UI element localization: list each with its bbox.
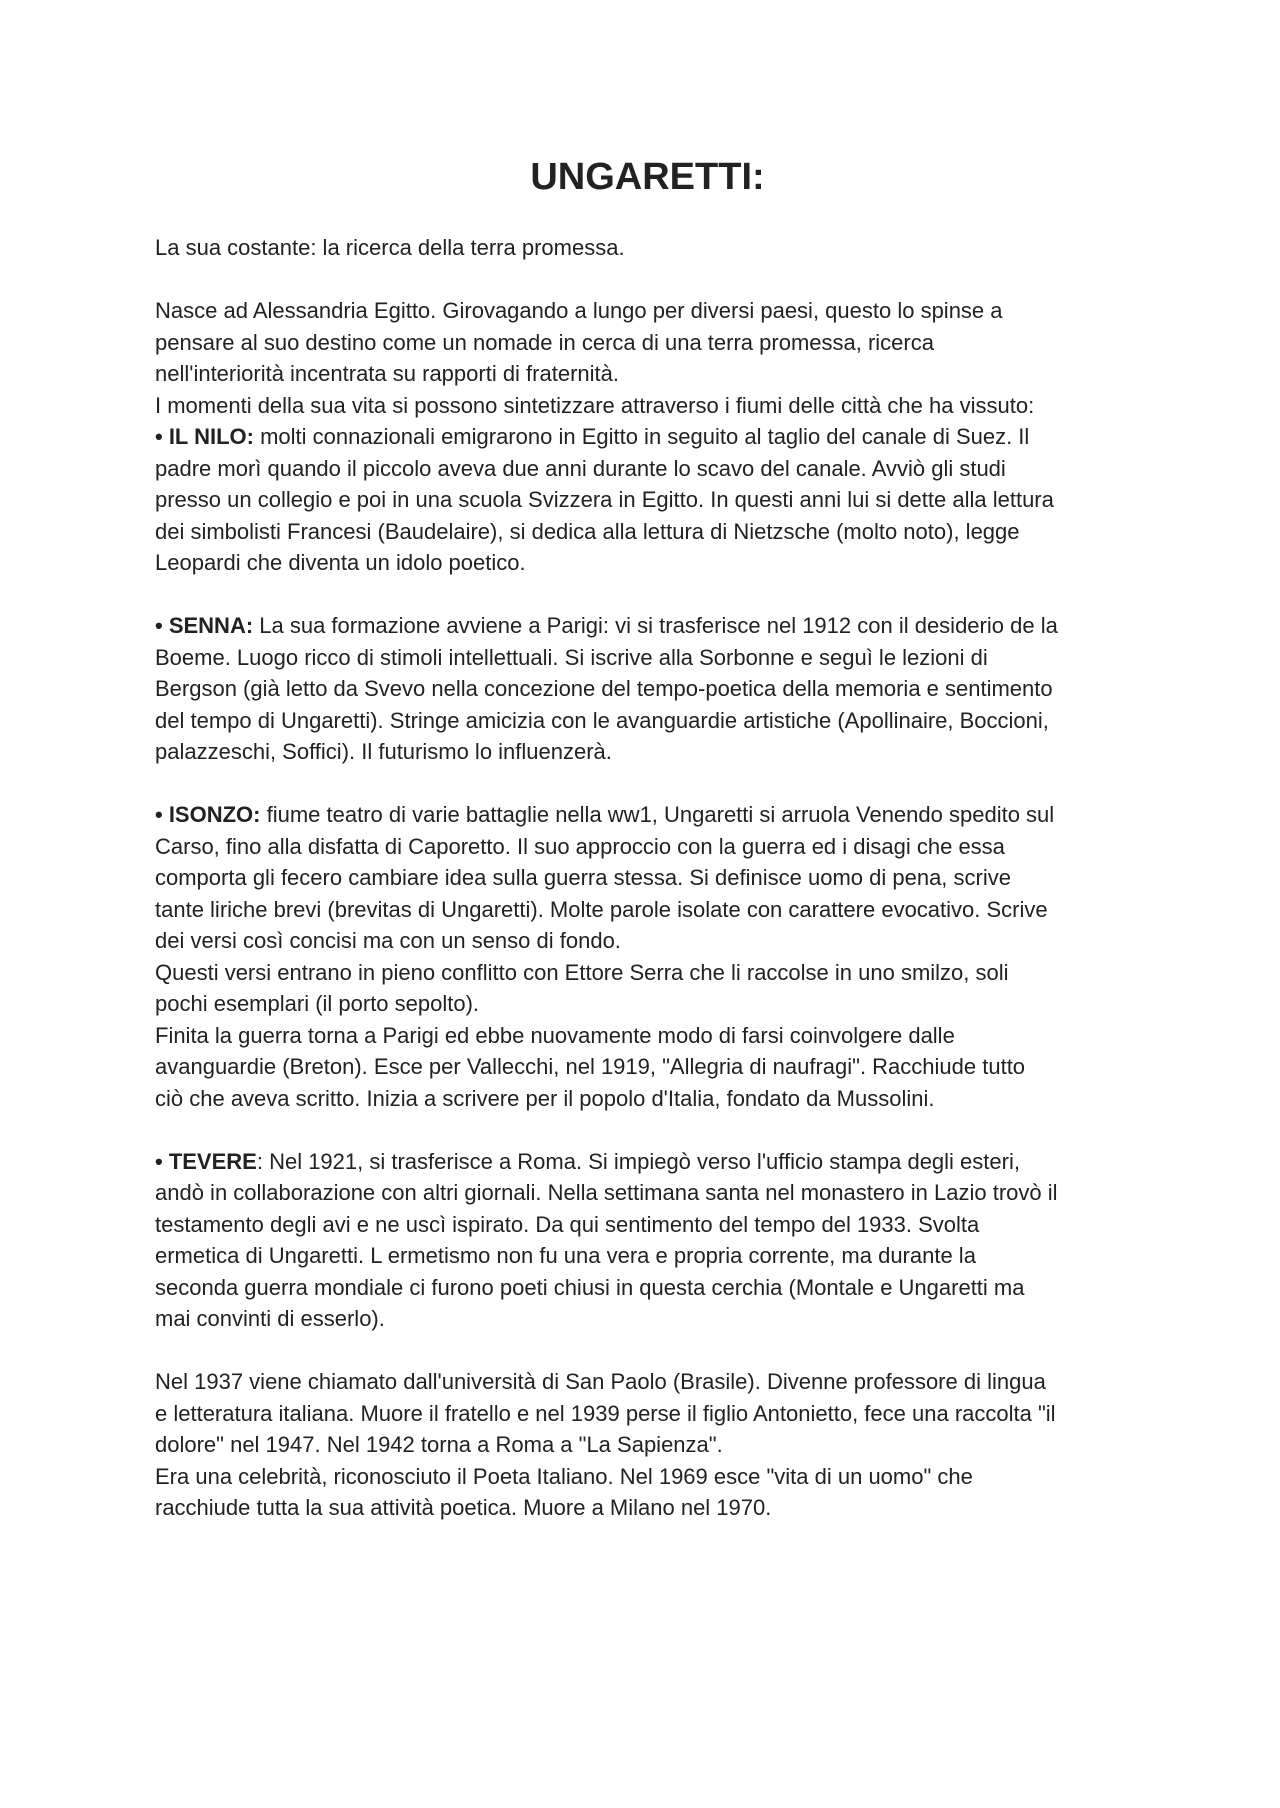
paragraph-gap: [155, 1335, 1140, 1367]
text-line: Era una celebrità, riconosciuto il Poeta Italiano. Nel 1969 esce "vita di un uomo" che: [155, 1463, 973, 1489]
text-line: mai convinti di esserlo).: [155, 1306, 385, 1331]
text-line: e letteratura italiana. Muore il fratello e nel 1939 perse il figlio Antonietto, fece una raccolta "il: [155, 1400, 1056, 1426]
text-line: tante liriche brevi (brevitas di Ungaretti). Molte parole isolate con carattere evocativo. Scrive: [155, 896, 1048, 922]
text-line: testamento degli avi e ne uscì ispirato. Da qui sentimento del tempo del 1933. Svolta: [155, 1211, 980, 1237]
section-senna: [155, 610, 1140, 768]
intro-line: La sua costante: la ricerca della terra promessa.: [155, 235, 625, 260]
section-isonzo: [155, 799, 1140, 1114]
section-label: • SENNA:: [155, 613, 254, 638]
text-line: padre morì quando il piccolo aveva due anni durante lo scavo del canale. Avviò gli studi: [155, 455, 1006, 481]
section-text: La sua formazione avviene a Parigi: vi si trasferisce nel 1912 con il desiderio de la: [253, 613, 1058, 638]
paragraph-gap: [155, 768, 1140, 800]
text-line: Carso, fino alla disfatta di Caporetto. Il suo approccio con la guerra ed i disagi che essa: [155, 833, 1005, 859]
document-page: [155, 150, 1140, 1524]
text-line: pochi esemplari (il porto sepolto).: [155, 991, 480, 1016]
section-tevere: [155, 1146, 1140, 1335]
text-line: Boeme. Luogo ricco di stimoli intellettuali. Si iscrive alla Sorbonne e seguì le lezioni di: [155, 644, 988, 670]
text-line: ciò che aveva scritto. Inizia a scrivere per il popolo d'Italia, fondato da Mussolini.: [155, 1085, 935, 1111]
section-label: • TEVERE: [155, 1148, 257, 1174]
section-first-line: [155, 421, 1140, 453]
text-line: Finita la guerra torna a Parigi ed ebbe nuovamente modo di farsi coinvolgere dalle: [155, 1022, 955, 1048]
text-line: avanguardie (Breton). Esce per Vallecchi, nel 1919, "Allegria di naufragi". Racchiude tutto: [155, 1054, 1026, 1079]
text-line: del tempo di Ungaretti). Stringe amicizia con le avanguardie artistiche (Apollinaire, Boccioni,: [155, 707, 1049, 733]
page-title: UNGARETTI:: [530, 156, 765, 198]
text-line: dolore" nel 1947. Nel 1942 torna a Roma a "La Sapienza".: [155, 1432, 723, 1457]
section-label: • ISONZO:: [155, 802, 261, 827]
text-line: pensare al suo destino come un nomade in cerca di una terra promessa, ricerca: [155, 329, 934, 355]
paragraph-gap: [155, 579, 1140, 611]
text-line: Questi versi entrano in pieno conflitto con Ettore Serra che li raccolse in uno smilzo, soli: [155, 959, 1009, 985]
section-text: : Nel 1921, si trasferisce a Roma. Si impiegò verso l'ufficio stampa degli esteri,: [256, 1148, 1020, 1174]
paragraph-gap: [155, 1114, 1140, 1146]
text-line: Nasce ad Alessandria Egitto. Girovagando a lungo per diversi paesi, questo lo spinse a: [155, 298, 1003, 323]
text-line: Bergson (già letto da Svevo nella concezione del tempo-poetica della memoria e sentimento: [155, 676, 1053, 701]
text-line: ermetica di Ungaretti. L ermetismo non fu una vera e propria corrente, ma durante la: [155, 1243, 976, 1268]
text-line: palazzeschi, Soffici). Il futurismo lo influenzerà.: [155, 739, 612, 764]
text-line: andò in collaborazione con altri giornali. Nella settimana santa nel monastero in Lazio trovò il: [155, 1180, 1058, 1205]
text-line: racchiude tutta la sua attività poetica. Muore a Milano nel 1970.: [155, 1495, 772, 1520]
text-line: I momenti della sua vita si possono sintetizzare attraverso i fiumi delle città che ha vissuto:: [155, 392, 1035, 418]
section-first-line: [155, 1146, 1140, 1178]
text-line: dei versi così concisi ma con un senso di fondo.: [155, 928, 621, 953]
section-nilo: [155, 421, 1140, 579]
text-line: Leopardi che diventa un idolo poetico.: [155, 550, 526, 575]
text-line: dei simbolisti Francesi (Baudelaire), si dedica alla lettura di Nietzsche (molto noto), legge: [155, 518, 1020, 544]
paragraph-birth: [155, 295, 1140, 421]
section-text: molti connazionali emigrarono in Egitto in seguito al taglio del canale di Suez. Il: [253, 424, 1030, 449]
section-first-line: [155, 799, 1140, 831]
section-text: fiume teatro di varie battaglie nella ww1, Ungaretti si arruola Venendo spedito sul: [260, 802, 1055, 827]
section-first-line: [155, 610, 1140, 642]
text-line: comporta gli fecero cambiare idea sulla guerra stessa. Si definisce uomo di pena, scrive: [155, 865, 1011, 890]
text-line: presso un collegio e poi in una scuola Svizzera in Egitto. In questi anni lui si dette alla lettura: [155, 487, 1054, 512]
paragraph-gap: [155, 264, 1140, 296]
text-line: seconda guerra mondiale ci furono poeti chiusi in questa cerchia (Montale e Ungaretti ma: [155, 1274, 1025, 1300]
text-line: nell'interiorità incentrata su rapporti di fraternità.: [155, 361, 619, 386]
text-line: Nel 1937 viene chiamato dall'università di San Paolo (Brasile). Divenne professore di lingua: [155, 1369, 1046, 1394]
paragraph-final: [155, 1366, 1140, 1524]
section-label: • IL NILO:: [155, 424, 254, 449]
